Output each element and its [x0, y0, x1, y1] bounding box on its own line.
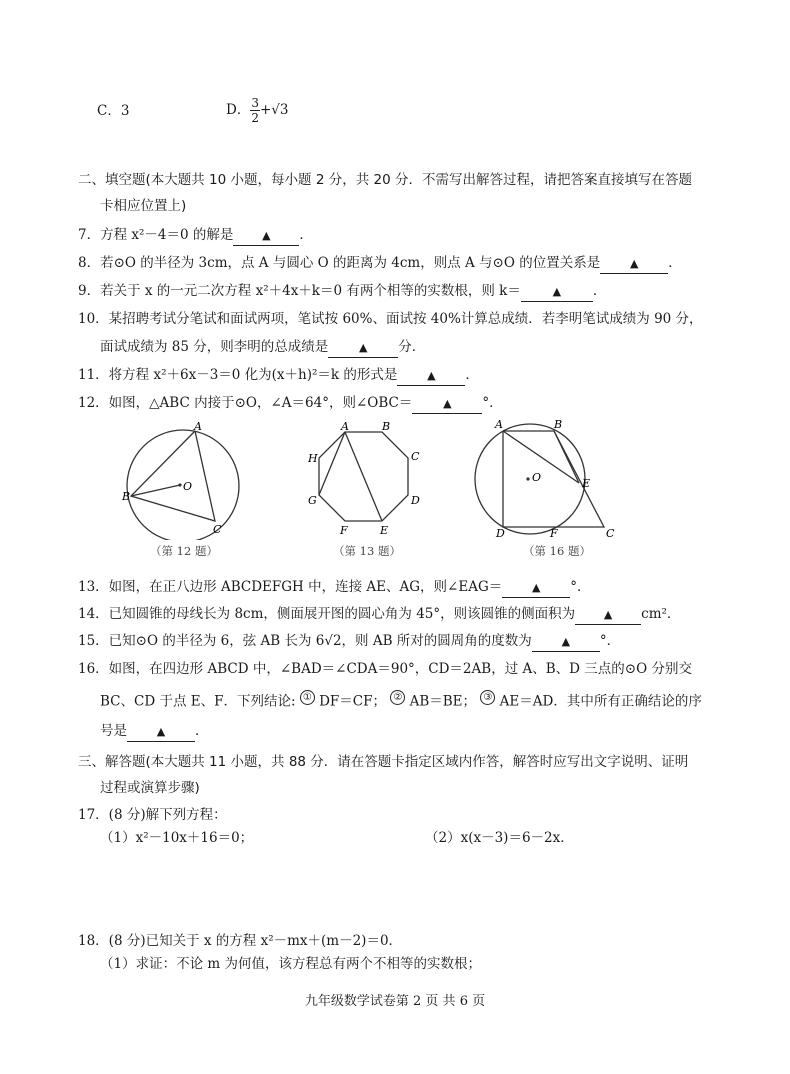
- triangle-marker: ▲: [443, 397, 452, 410]
- q14-text: 14．已知圆锥的母线长为 8cm，侧面展开图的圆心角为 45°，则该圆锥的侧面积为: [78, 606, 576, 622]
- page-footer: 九年级数学试卷第 2 页 共 6 页: [304, 994, 486, 1009]
- q9-end: ．: [592, 283, 607, 299]
- fraction-numerator: 3: [251, 96, 259, 110]
- question-9: [78, 282, 606, 302]
- answer-blank: [532, 632, 600, 652]
- answer-blank: [600, 254, 668, 274]
- answer-blank: [233, 226, 299, 246]
- label-c: C: [606, 527, 615, 540]
- circled-number-1: ①: [300, 690, 315, 705]
- option-d-prefix: D．: [226, 102, 251, 118]
- q10-text: 面试成绩为 85 分，则李明的总成绩是: [100, 339, 329, 355]
- q16-conclusion-2: AB＝BE；: [409, 693, 477, 710]
- triangle-marker: ▲: [552, 285, 562, 298]
- q10-end: 分．: [398, 339, 426, 355]
- question-8: [78, 254, 682, 274]
- label-o: O: [532, 471, 542, 484]
- label-a: A: [495, 418, 503, 431]
- triangle-abc: [131, 431, 215, 521]
- segment-ag: [319, 432, 345, 495]
- q8-end: ．: [668, 255, 682, 271]
- option-d-tail: +√3: [259, 102, 289, 118]
- center-dot: [526, 477, 529, 480]
- question-16-line1: 16．如图，在四边形 ABCD 中，∠BAD＝∠CDA＝90°，CD＝2AB，过 A、B、D 三点的⊙O 分别交: [78, 661, 692, 677]
- question-18-part1: （1）求证：不论 m 为何值，该方程总有两个不相等的实数根；: [100, 956, 481, 972]
- section2-heading-cont: 卡相应位置上): [100, 198, 187, 214]
- question-14: [78, 605, 680, 625]
- label-e: E: [380, 524, 389, 537]
- circled-number-2: ②: [390, 690, 405, 705]
- option-c: C．3: [97, 103, 130, 119]
- figure-16-diagram: [470, 416, 620, 542]
- label-e: E: [582, 477, 591, 490]
- label-f: F: [550, 527, 558, 540]
- question-13: [78, 578, 591, 598]
- label-o: O: [183, 480, 193, 493]
- circle-o: [475, 424, 585, 534]
- answer-blank: [127, 722, 195, 742]
- figure-13-caption: （第 13 题）: [333, 544, 401, 558]
- q12-end: °．: [482, 395, 503, 411]
- section2-heading: 二、填空题(本大题共 10 小题，每小题 2 分，共 20 分．不需写出解答过程，请把答案直接填写在答题: [78, 172, 692, 188]
- label-a: A: [341, 420, 349, 433]
- question-15: [78, 632, 620, 652]
- answer-blank: [575, 605, 641, 625]
- question-10-line1: 10．某招聘考试分笔试和面试两项，笔试按 60%、面试按 40%计算总成绩．若李明笔试成绩为 90 分，: [78, 311, 703, 327]
- answer-blank: [328, 338, 398, 358]
- triangle-marker: ▲: [156, 725, 166, 738]
- center-dot: [178, 483, 181, 486]
- triangle-marker: ▲: [359, 341, 368, 354]
- q16-conclusion-1: DF＝CF；: [319, 693, 386, 710]
- section3-heading: 三、解答题(本大题共 11 小题，共 88 分．请在答题卡指定区域内作答，解答时应写出文字说明、证明: [78, 754, 689, 770]
- q16-intro: BC、CD 于点 E、F．下列结论:: [100, 693, 296, 710]
- triangle-marker: ▲: [630, 257, 639, 270]
- q9-text: 9．若关于 x 的一元二次方程 x²＋4x＋k＝0 有两个相等的实数根，则 k＝: [78, 283, 521, 299]
- question-10-line2: [100, 338, 425, 358]
- q15-text: 15．已知⊙O 的半径为 6，弦 AB 长为 6√2，则 AB 所对的圆周角的度数为: [78, 633, 532, 649]
- label-d: D: [411, 494, 420, 507]
- q8-text: 8．若⊙O 的半径为 3cm，点 A 与圆心 O 的距离为 4cm，则点 A 与⊙O 的位置关系是: [78, 255, 601, 271]
- section3-heading-cont: 过程或演算步骤): [100, 780, 200, 796]
- triangle-marker: ▲: [603, 608, 613, 621]
- label-b: B: [122, 490, 131, 503]
- label-c: C: [213, 523, 222, 536]
- question-17-part1: （1）x²－10x＋16＝0；: [100, 830, 254, 846]
- q11-end: ．: [465, 367, 479, 383]
- label-g: G: [308, 494, 317, 507]
- q7-end: ．: [299, 227, 313, 243]
- label-c: C: [411, 450, 420, 463]
- answer-blank: [397, 366, 465, 386]
- q14-end: cm²．: [641, 606, 681, 622]
- q7-text: 7．方程 x²－4＝0 的解是: [78, 227, 234, 243]
- option-d: [226, 96, 288, 125]
- q11-text: 11．将方程 x²＋6x－3＝0 化为(x＋h)²＝k 的形式是: [78, 367, 398, 383]
- q12-text: 12．如图，△ABC 内接于⊙O，∠A＝64°，则∠OBC＝: [78, 395, 413, 411]
- question-11: [78, 366, 479, 386]
- figure-16-caption: （第 16 题）: [523, 544, 591, 558]
- answer-blank: [521, 282, 593, 302]
- q15-end: °．: [599, 633, 621, 649]
- label-b: B: [554, 418, 563, 431]
- label-d: D: [496, 527, 505, 540]
- figure-12-diagram: [120, 420, 250, 540]
- q16-answer-label: 号是: [100, 723, 127, 739]
- question-7: [78, 226, 313, 246]
- q13-text: 13．如图，在正八边形 ABCDEFGH 中，连接 AE、AG，则∠EAG＝: [78, 579, 503, 595]
- question-16-line2: [100, 690, 702, 711]
- answer-blank: [412, 394, 482, 414]
- q13-end: °．: [570, 579, 591, 595]
- question-12: [78, 394, 503, 414]
- question-18-title: 18．(8 分)已知关于 x 的方程 x²－mx＋(m－2)＝0．: [78, 933, 403, 949]
- question-17-title: 17．(8 分)解下列方程：: [78, 807, 227, 823]
- circled-number-3: ③: [480, 690, 495, 705]
- segment-ob: [131, 485, 180, 496]
- figure-12-caption: （第 12 题）: [150, 544, 218, 558]
- triangle-marker: ▲: [427, 369, 436, 382]
- question-16-line3: [100, 722, 209, 742]
- option-d-fraction: [250, 96, 260, 125]
- segment-ae: [345, 432, 382, 521]
- figure-13-diagram: [300, 420, 430, 540]
- label-f: F: [340, 524, 348, 537]
- label-h: H: [308, 452, 318, 465]
- fraction-denominator: 2: [251, 111, 259, 125]
- triangle-marker: ▲: [262, 229, 271, 242]
- q16-end: ．: [195, 723, 209, 739]
- q16-conclusion-3: AE＝AD．其中所有正确结论的序: [499, 693, 702, 710]
- answer-blank: [502, 578, 570, 598]
- question-17-part2: （2）x(x－3)＝6－2x．: [425, 830, 574, 846]
- triangle-marker: ▲: [561, 635, 571, 648]
- label-a: A: [194, 420, 202, 433]
- triangle-marker: ▲: [532, 581, 541, 594]
- label-b: B: [382, 420, 391, 433]
